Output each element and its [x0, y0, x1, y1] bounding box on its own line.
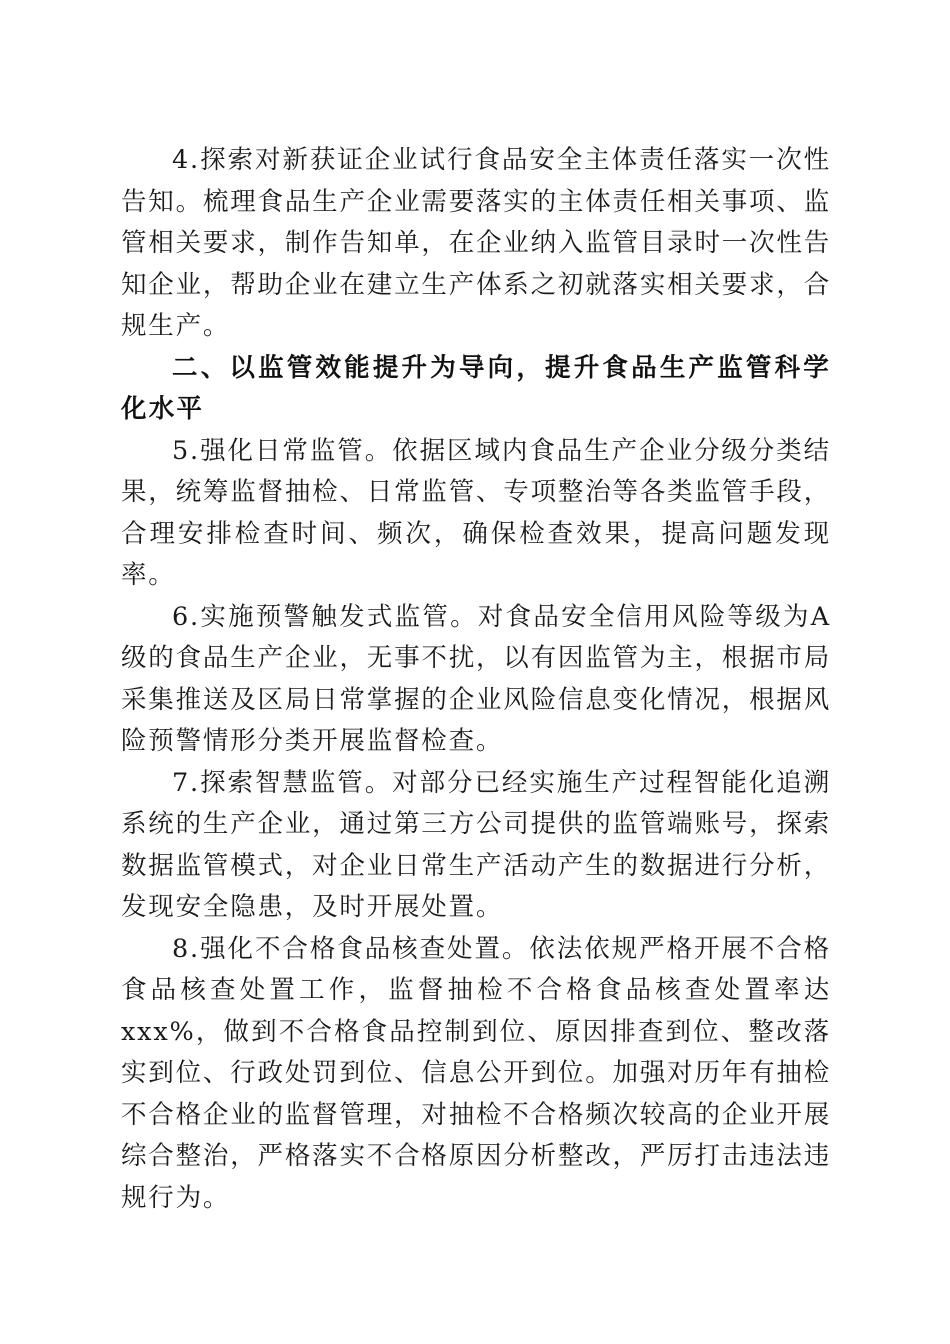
paragraph-5: 5.强化日常监管。依据区域内食品生产企业分级分类结果，统筹监督抽检、日常监管、专项整治等各类监管手段，合理安排检查时间、频次，确保检查效果，提高问题发现率。: [121, 435, 831, 590]
paragraph-4: 4.探索对新获证企业试行食品安全主体责任落实一次性告知。梳理食品生产企业需要落实的主体责任相关事项、监管相关要求，制作告知单，在企业纳入监管目录时一次性告知企业，帮助企业在建立生产体系之初就落实相关要求，合规生产。: [121, 145, 831, 341]
document-body: [121, 140, 831, 1219]
paragraph-6: 6.实施预警触发式监管。对食品安全信用风险等级为A级的食品生产企业，无事不扰，以有因监管为主，根据市局采集推送及区局日常掌握的企业风险信息变化情况，根据风险预警情形分类开展监督检查。: [121, 601, 831, 756]
section-heading-2: 二、以监管效能提升为导向，提升食品生产监管科学化水平: [121, 352, 831, 424]
paragraph-7: 7.探索智慧监管。对部分已经实施生产过程智能化追溯系统的生产企业，通过第三方公司提供的监管端账号，探索数据监管模式，对企业日常生产活动产生的数据进行分析，发现安全隐患，及时开展处置。: [121, 767, 831, 922]
paragraph-8: 8.强化不合格食品核查处置。依法依规严格开展不合格食品核查处置工作，监督抽检不合格食品核查处置率达xxx%，做到不合格食品控制到位、原因排查到位、整改落实到位、行政处罚到位、信息公开到位。加强对历年有抽检不合格企业的监督管理，对抽检不合格频次较高的企业开展综合整治，严格落实不合格原因分析整改，严厉打击违法违规行为。: [121, 933, 831, 1213]
